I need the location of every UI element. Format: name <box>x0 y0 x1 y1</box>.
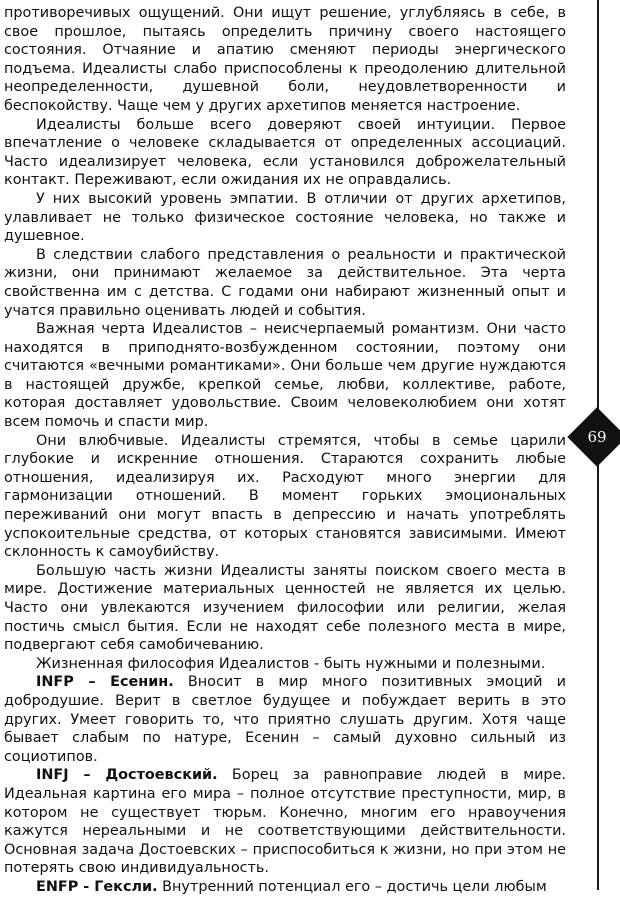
page-number: 69 <box>587 428 607 446</box>
type-infp-label: INFP – Есенин. <box>36 674 174 691</box>
paragraph-3: У них высокий уровень эмпатии. В отличии от других архетипов, улавливает не только физическое состояние человека, но также и душевное. <box>4 190 566 245</box>
type-infp <box>4 673 566 766</box>
body-text <box>4 4 566 897</box>
paragraph-5: Важная черта Идеалистов – неисчерпаемый романтизм. Они часто находятся в приподнято-возбужденном состоянии, поэтому они считаются «вечными романтиками». Они больше чем другие нуждаются в настоящей дружбе, крепкой семье, любви, коллективе, работе, которая доставляет удовольствие. Своим человеколюбием они хотят всем помочь и спасти мир. <box>4 321 566 431</box>
type-infp-text: Вносит в мир много позитивных эмоций и добродушие. Верит в светлое будущее и побуждает верить в это других. Умеет говорить то, что приятно слушать другим. Хотя чаще бывает слабым по натуре, Есенин – самый духовно сильный из социотипов. <box>4 674 566 765</box>
paragraph-1: противоречивых ощущений. Они ищут решение, углубляясь в себе, в свое прошлое, пытаясь определить причину своего настоящего состояния. Отчаяние и апатию сменяют периоды энергического подъема. Идеалисты слабо приспособлены к преодолению длительной неопределенности, душевной боли, неудовлетворенности и беспокойству. Чаще чем у других архетипов меняется настроение. <box>4 5 566 114</box>
type-infj <box>4 766 566 878</box>
paragraph-6: Они влюбчивые. Идеалисты стремятся, чтобы в семье царили глубокие и искренние отношения. Стараются сохранить любые отношения, идеализируя их. Расходуют много энергии для гармонизации отношений. В момент горьких эмоциональных переживаний они могут впасть в депрессию и начать употреблять успокоительные средства, от которых становятся зависимыми. Имеют склонность к самоубийству. <box>4 432 566 561</box>
paragraph-7: Большую часть жизни Идеалисты заняты поиском своего места в мире. Достижение материальных ценностей не является их целью. Часто они увлекаются изучением философии или религии, желая постичь смысл бытия. Если не находят себе полезного места в мире, подвергают себя самобичеванию. <box>4 562 566 654</box>
page-number-badge <box>568 408 620 466</box>
paragraph-8: Жизненная философия Идеалистов - быть нужными и полезными. <box>36 655 546 672</box>
paragraph-4: В следствии слабого представления о реальности и практической жизни, они принимают желаемое за действительное. Эта черта свойственна им с детства. С годами они набирают жизненный опыт и учатся правильно оценивать людей и события. <box>4 246 566 319</box>
paragraph-2: Идеалисты больше всего доверяют своей интуиции. Первое впечатление о человеке складывается от определенных ассоциаций. Часто идеализирует человека, если установился доброжелательный контакт. Переживают, если ожидания их не оправдались. <box>4 116 566 189</box>
type-enfp-text: Внутренний потенциал его – достичь цели любым <box>157 878 547 895</box>
type-enfp <box>4 878 566 897</box>
type-infj-text: Борец за равноправие людей в мире. Идеальная картина его мира – полное отсутствие преступности, мир, в котором не существует тюрьм. Конечно, многим его нравоучения кажутся нереальными и не соответствующими действительности. Основная задача Достоевских – приспособиться к жизни, но при этом не потерять свою индивидуальность. <box>4 767 566 877</box>
type-enfp-label: ENFP - Гексли. <box>36 878 158 895</box>
type-infj-label: INFJ – Достоевский. <box>36 767 218 784</box>
